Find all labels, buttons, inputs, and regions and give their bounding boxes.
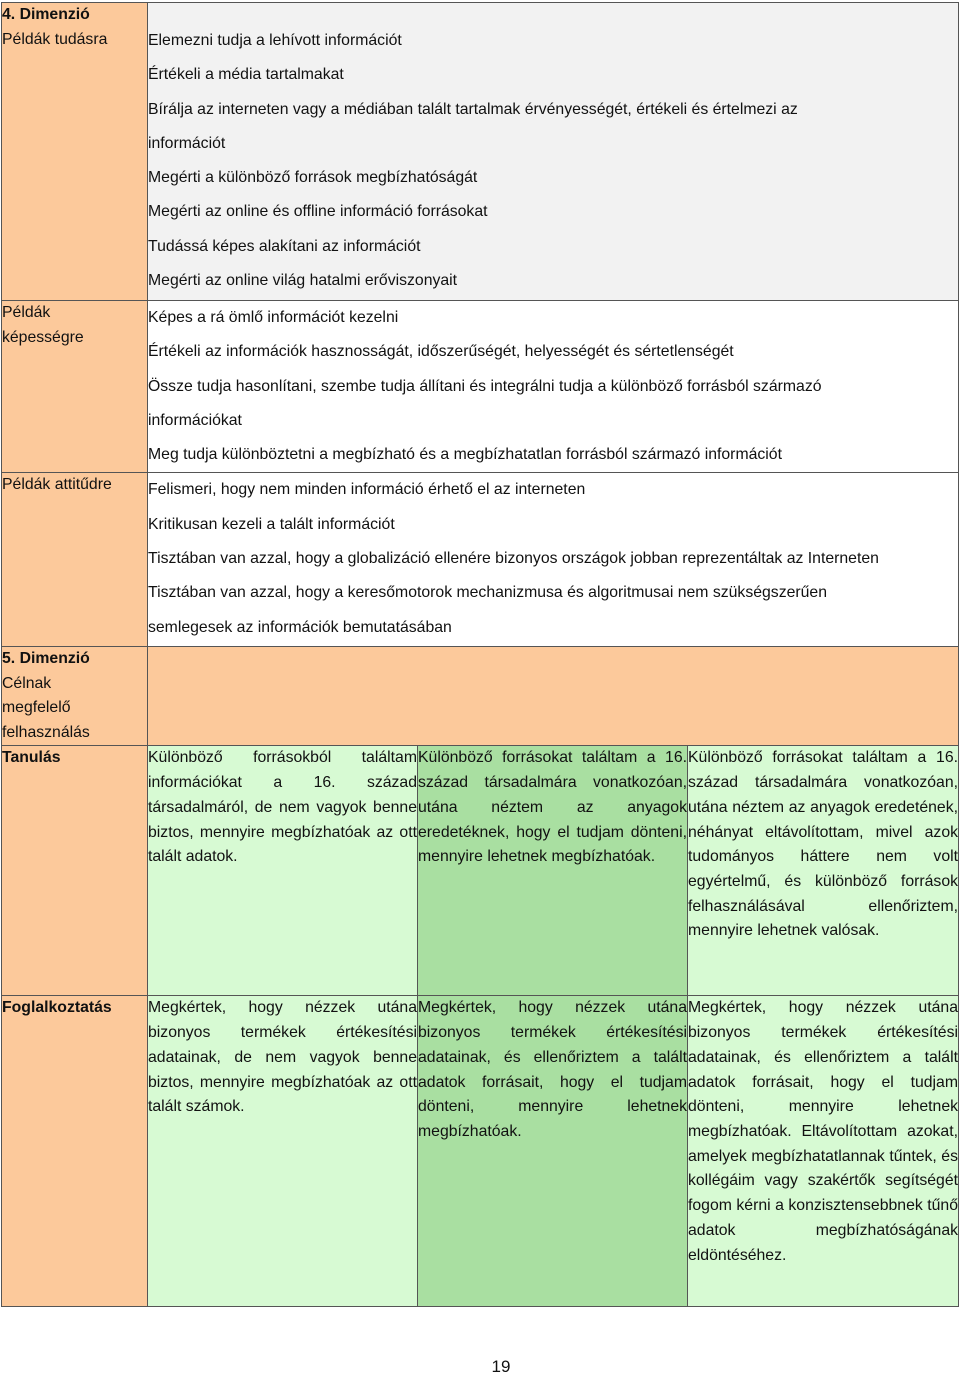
knowledge-items [148,3,959,301]
list-item: Képes a rá ömlő információt kezelni [148,309,399,326]
list-item: Megérti az online világ hatalmi erőviszonyait [148,272,458,290]
competence-table [1,2,959,1307]
dim5-header-fill [148,647,959,746]
employment-label: Foglalkoztatás [2,999,112,1017]
dim4-knowledge-row [2,3,959,301]
dim4-title: 4. Dimenzió [2,6,90,23]
list-item: semlegesek az információk bemutatásában [148,618,452,636]
list-item: Kritikusan kezeli a talált információt [148,515,395,533]
employment-level-3: Megkértek, hogy nézzek utána bizonyos termékek értékesítési adatainak, és ellenőriztem a talált adatok forrásait, hogy el tudjam dönteni, mennyire lehetnek megbízhatóak. Eltávolítottam azokat, amelyek megbízhatatlannak tűntek, és kollégáim vagy szakértők segítségét fogom kérni a konzisztensebbnek tűnő adatok megbízhatóságának eldöntéséhez. [688,996,959,1307]
list-item: Össze tudja hasonlítani, szembe tudja állítani és integrálni tudja a különböző forrásból származó [148,377,822,395]
dim4-skills-row [2,301,959,473]
dim5-subtitle-line: felhasználás [2,723,90,741]
dim4-skills-label-cell [2,301,148,473]
learning-label-cell [2,746,148,996]
employment-row [2,996,959,1307]
list-item: Értékeli az információk hasznosságát, időszerűségét, helyességét és sértetlenségét [148,343,734,361]
list-item: Felismeri, hogy nem minden információ érhető el az interneten [148,481,586,499]
skills-label-2: képességre [2,328,84,346]
list-item: Tudássá képes alakítani az információt [148,237,421,255]
dim5-subtitle-line: megfelelő [2,699,71,717]
skills-label: Példák [2,304,51,321]
list-item: Elemezni tudja a lehívott információt [148,32,402,49]
employment-level-1: Megkértek, hogy nézzek utána bizonyos termékek értékesítési adatainak, de nem vagyok benne biztos, mennyire megbízhatóak az ott talált számok. [148,996,418,1307]
list-item: Megérti a különböző források megbízhatóságát [148,169,478,187]
page-number: 19 [491,1357,511,1376]
dim4-attitude-row [2,473,959,647]
dim4-knowledge-label-cell [2,3,148,301]
attitude-items [148,473,959,647]
learning-label: Tanulás [2,749,61,767]
dim5-title-cell [2,647,148,746]
skills-items [148,301,959,473]
employment-level-2: Megkértek, hogy nézzek utána bizonyos termékek értékesítési adatainak, és ellenőriztem a talált adatok forrásait, hogy el tudjam dönteni, mennyire lehetnek megbízhatóak. [418,996,688,1307]
dim4-attitude-label-cell [2,473,148,647]
list-item: Értékeli a média tartalmakat [148,66,344,84]
list-item: Megérti az online és offline információ forrásokat [148,203,488,221]
list-item: Meg tudja különböztetni a megbízható és a megbízhatatlan forrásból származó információt [148,446,782,464]
dim5-title: 5. Dimenzió [2,650,90,668]
dim5-header-row [2,647,959,746]
learning-level-3: Különböző forrásokat találtam a 16. század társadalmára vonatkozóan, utána néztem az anyagok eredetének, néhányat eltávolítottam, mivel azok tudományos háttere nem volt egyértelmű, és különböző források felhasználásával ellenőriztem, mennyire lehetnek valósak. [688,746,959,996]
attitude-label: Példák attitűdre [2,476,112,494]
list-item: Tisztában van azzal, hogy a globalizáció ellenére bizonyos országok jobban reprezentáltak az Interneten [148,550,879,568]
employment-label-cell [2,996,148,1307]
learning-level-2: Különböző forrásokat találtam a 16. század társadalmára vonatkozóan, utána néztem az anyagok eredetéknek, hogy el tudjam dönteni, mennyire lehetnek megbízhatóak. [418,746,688,996]
knowledge-label: Példák tudásra [2,30,108,48]
list-item: Tisztában van azzal, hogy a keresőmotorok mechanizmusa és algoritmusai nem szükségszerűen [148,584,828,602]
list-item: információkat [148,411,242,429]
learning-row [2,746,959,996]
list-item: információt [148,134,226,152]
learning-level-1: Különböző forrásokból találtam információkat a 16. század társadalmáról, de nem vagyok benne biztos, mennyire megbízhatóak az ott talált adatok. [148,746,418,996]
dim5-subtitle-line: Célnak [2,674,52,692]
list-item: Bírálja az interneten vagy a médiában talált tartalmak érvényességét, értékeli és értelmezi az [148,100,798,118]
